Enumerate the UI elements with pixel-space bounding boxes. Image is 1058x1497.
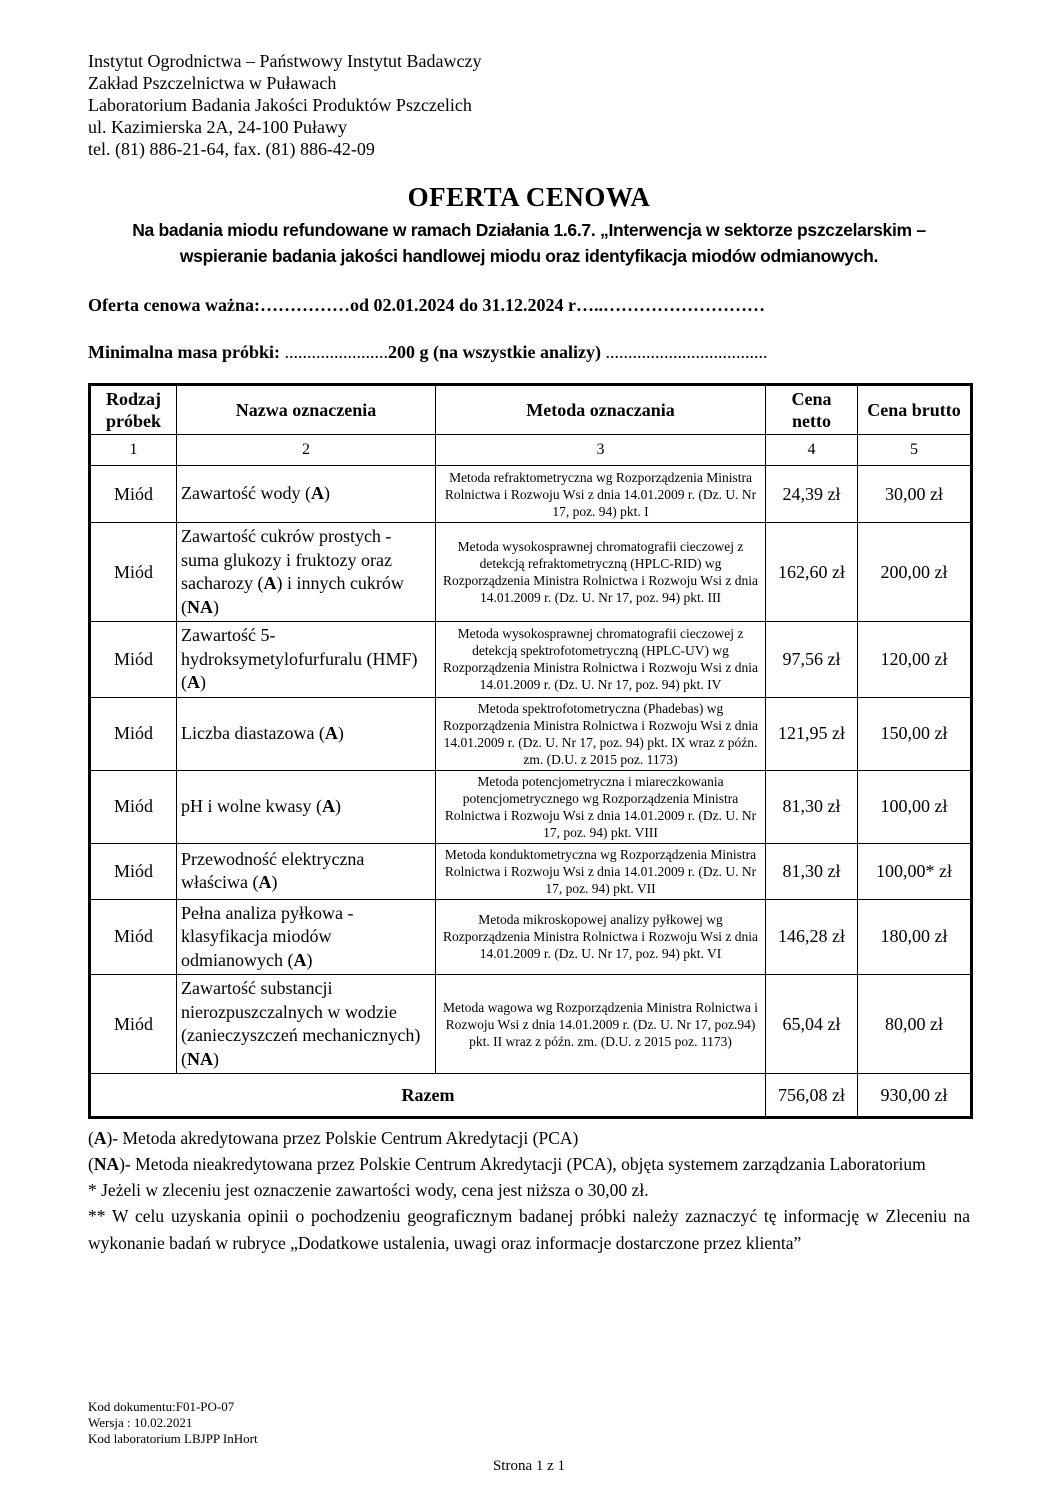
method-cell: Metoda wysokosprawnej chromatografii cieczowej z detekcją spektrofotometryczną (HPLC-UV) wg Rozporządzenia Ministra Rolnictwa i Rozwoju Wsi z dnia 14.01.2009 r. (Dz. U. Nr 17, poz. 94) pkt. IV	[436, 622, 766, 698]
letterhead-line-address: ul. Kazimierska 2A, 24-100 Puławy	[88, 117, 347, 137]
method-cell: Metoda wysokosprawnej chromatografii cieczowej z detekcją refraktometryczną (HPLC-RID) wg Rozporządzenia Ministra Rolnictwa i Rozwoju Wsi z dnia 14.01.2009 r. (Dz. U. Nr 17, poz. 94) pkt. III	[436, 523, 766, 622]
column-header-gross-price: Cena brutto	[858, 385, 972, 435]
total-row	[90, 1074, 972, 1118]
gross-price-cell: 100,00 zł	[858, 770, 972, 843]
column-header-analysis-name: Nazwa oznaczenia	[177, 385, 436, 435]
column-number-4: 4	[766, 435, 858, 466]
footnote-accredited: (A)- Metoda akredytowana przez Polskie Centrum Akredytacji (PCA)	[88, 1128, 579, 1148]
column-header-method: Metoda oznaczania	[436, 385, 766, 435]
footer-version: Wersja : 10.02.2021	[88, 1415, 193, 1430]
analysis-name-cell: Zawartość cukrów prostych - suma glukozy i fruktozy oraz sacharozy (A) i innych cukrów (NA)	[177, 523, 436, 622]
table-row	[90, 899, 972, 975]
table-row	[90, 975, 972, 1074]
letterhead-line-department: Zakład Pszczelnictwa w Puławach	[88, 73, 337, 93]
header-row	[90, 385, 972, 435]
analysis-name-cell: Zawartość 5-hydroksymetylofurfuralu (HMF) (A)	[177, 622, 436, 698]
sample-type-cell: Miód	[90, 899, 177, 975]
gross-price-cell: 120,00 zł	[858, 622, 972, 698]
document-title: OFERTA CENOWA	[407, 182, 651, 212]
gross-price-cell: 80,00 zł	[858, 975, 972, 1074]
total-net-price: 756,08 zł	[766, 1074, 858, 1118]
sample-type-cell: Miód	[90, 975, 177, 1074]
footnote-geographic-origin: ** W celu uzyskania opinii o pochodzeniu geograficznym badanej próbki należy zaznaczyć tę informację w Zleceniu na wykonanie badań w rubryce „Dodatkowe ustalenia, uwagi oraz informacje dostarczone przez klienta”	[88, 1206, 970, 1253]
method-cell: Metoda potencjometryczna i miareczkowania potencjometrycznego wg Rozporządzenia Ministra Rolnictwa i Rozwoju Wsi z dnia 14.01.2009 r. (Dz. U. Nr 17, poz. 94) pkt. VIII	[436, 770, 766, 843]
table-row	[90, 697, 972, 770]
letterhead-line-phone: tel. (81) 886-21-64, fax. (81) 886-42-09	[88, 139, 375, 159]
footnotes	[88, 1125, 970, 1257]
gross-price-cell: 100,00* zł	[858, 843, 972, 899]
gross-price-cell: 30,00 zł	[858, 466, 972, 523]
total-gross-price: 930,00 zł	[858, 1074, 972, 1118]
net-price-cell: 24,39 zł	[766, 466, 858, 523]
net-price-cell: 121,95 zł	[766, 697, 858, 770]
table-row	[90, 770, 972, 843]
sample-type-cell: Miód	[90, 466, 177, 523]
method-cell: Metoda konduktometryczna wg Rozporządzenia Ministra Rolnictwa i Rozwoju Wsi z dnia 14.01.2009 r. (Dz. U. Nr 17, poz. 94) pkt. VII	[436, 843, 766, 899]
letterhead-line-institute: Instytut Ogrodnictwa – Państwowy Instytut Badawczy	[88, 51, 482, 71]
gross-price-cell: 150,00 zł	[858, 697, 972, 770]
analysis-name-cell: Zawartość wody (A)	[177, 466, 436, 523]
column-number-2: 2	[177, 435, 436, 466]
sample-type-cell: Miód	[90, 697, 177, 770]
column-number-3: 3	[436, 435, 766, 466]
analysis-name-cell: Przewodność elektryczna właściwa (A)	[177, 843, 436, 899]
sample-type-cell: Miód	[90, 622, 177, 698]
price-table	[88, 383, 973, 1119]
method-cell: Metoda refraktometryczna wg Rozporządzenia Ministra Rolnictwa i Rozwoju Wsi z dnia 14.01.2009 r. (Dz. U. Nr 17, poz. 94) pkt. I	[436, 466, 766, 523]
letterhead	[88, 50, 970, 160]
sample-type-cell: Miód	[90, 843, 177, 899]
footer-lab-code: Kod laboratorium LBJPP InHort	[88, 1431, 258, 1446]
analysis-name-cell: Liczba diastazowa (A)	[177, 697, 436, 770]
method-cell: Metoda spektrofotometryczna (Phadebas) wg Rozporządzenia Ministra Rolnictwa i Rozwoju Wsi z dnia 14.01.2009 r. (Dz. U. Nr 17, poz. 94) pkt. IX wraz z późn. zm. (D.U. z 2015 poz. 1173)	[436, 697, 766, 770]
validity-line: Oferta cenowa ważna:……………od 02.01.2024 do 31.12.2024 r…..………………………	[88, 295, 765, 315]
total-label: Razem	[90, 1074, 766, 1118]
net-price-cell: 97,56 zł	[766, 622, 858, 698]
net-price-cell: 81,30 zł	[766, 770, 858, 843]
net-price-cell: 162,60 zł	[766, 523, 858, 622]
table-row	[90, 622, 972, 698]
analysis-name-cell: pH i wolne kwasy (A)	[177, 770, 436, 843]
sample-type-cell: Miód	[90, 770, 177, 843]
method-cell: Metoda wagowa wg Rozporządzenia Ministra Rolnictwa i Rozwoju Wsi z dnia 14.01.2009 r. (Dz. U. Nr 17, poz.94) pkt. II wraz z późn. zm. (D.U. z 2015 poz. 1173)	[436, 975, 766, 1074]
column-number-5: 5	[858, 435, 972, 466]
column-number-row	[90, 435, 972, 466]
price-table-body	[90, 466, 972, 1074]
footnote-non-accredited: (NA)- Metoda nieakredytowana przez Polskie Centrum Akredytacji (PCA), objęta systemem zarządzania Laboratorium	[88, 1154, 926, 1174]
method-cell: Metoda mikroskopowej analizy pyłkowej wg Rozporządzenia Ministra Rolnictwa i Rozwoju Wsi z dnia 14.01.2009 r. (Dz. U. Nr 17, poz. 94) pkt. VI	[436, 899, 766, 975]
footer-document-code: Kod dokumentu:F01-PO-07	[88, 1399, 235, 1414]
column-header-sample-type: Rodzaj próbek	[90, 385, 177, 435]
net-price-cell: 146,28 zł	[766, 899, 858, 975]
document-subtitle: Na badania miodu refundowane w ramach Działania 1.6.7. „Interwencja w sektorze pszczelarskim – wspieranie badania jakości handlowej miodu oraz identyfikacja miodów odmianowych.	[132, 220, 926, 266]
price-table-head	[90, 385, 972, 466]
gross-price-cell: 180,00 zł	[858, 899, 972, 975]
column-number-1: 1	[90, 435, 177, 466]
page-number: Strona 1 z 1	[492, 1458, 566, 1474]
table-row	[90, 523, 972, 622]
sample-type-cell: Miód	[90, 523, 177, 622]
net-price-cell: 65,04 zł	[766, 975, 858, 1074]
column-header-net-price: Cena netto	[766, 385, 858, 435]
net-price-cell: 81,30 zł	[766, 843, 858, 899]
gross-price-cell: 200,00 zł	[858, 523, 972, 622]
document-footer	[88, 1399, 258, 1447]
table-row	[90, 843, 972, 899]
price-table-foot	[90, 1074, 972, 1118]
table-row	[90, 466, 972, 523]
analysis-name-cell: Zawartość substancji nierozpuszczalnych w wodzie (zanieczyszczeń mechanicznych) (NA)	[177, 975, 436, 1074]
letterhead-line-laboratory: Laboratorium Badania Jakości Produktów Pszczelich	[88, 95, 472, 115]
analysis-name-cell: Pełna analiza pyłkowa - klasyfikacja miodów odmianowych (A)	[177, 899, 436, 975]
sample-mass-line: Minimalna masa próbki: .......................200 g (na wszystkie analizy) ....................................	[88, 342, 768, 362]
footnote-water-discount: * Jeżeli w zleceniu jest oznaczenie zawartości wody, cena jest niższa o 30,00 zł.	[88, 1180, 649, 1200]
